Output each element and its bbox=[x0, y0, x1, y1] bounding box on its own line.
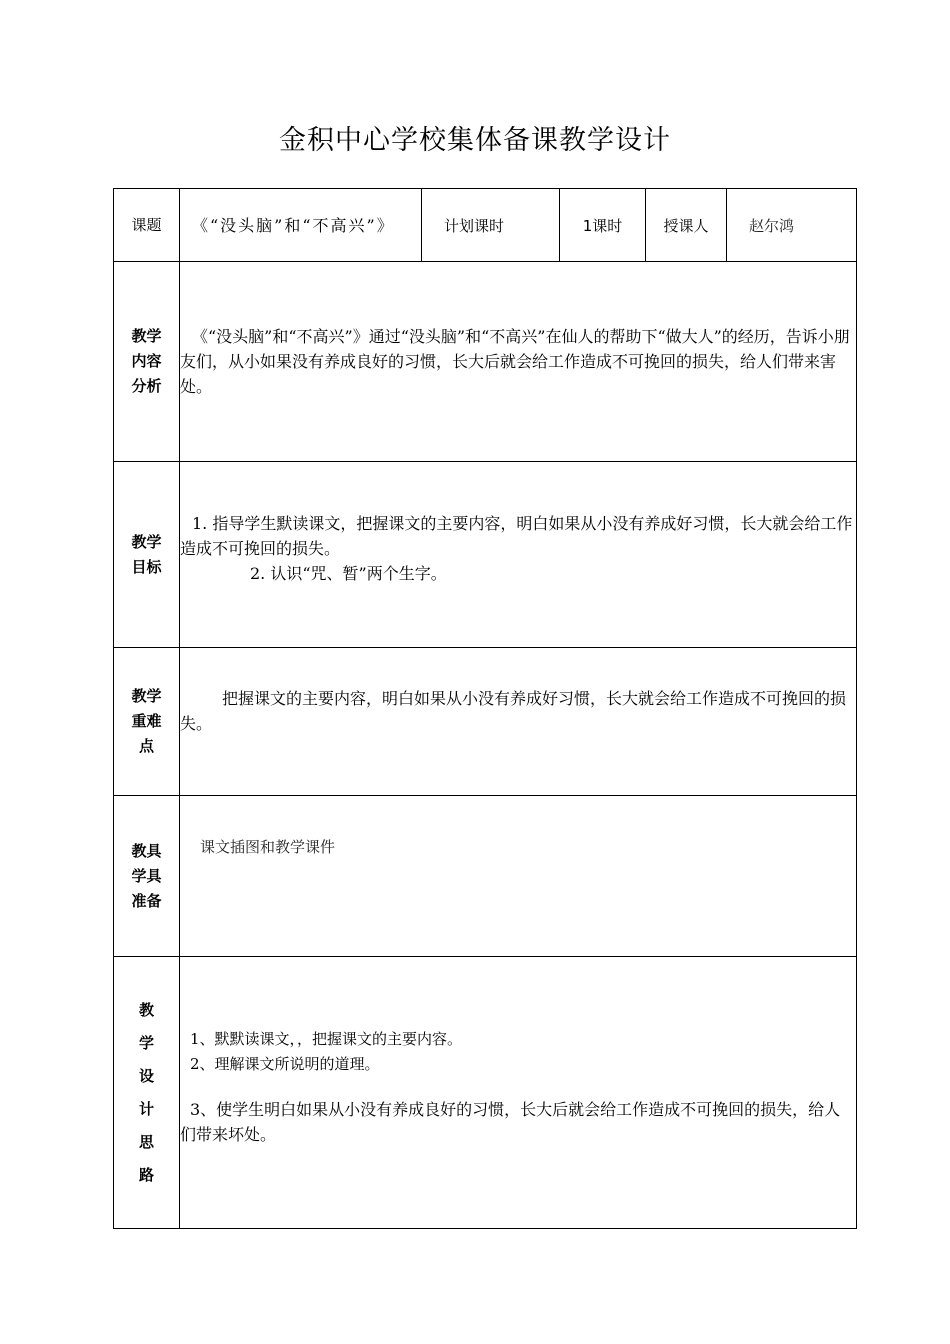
objective-item-2: 2. 认识“咒、暂”两个生字。 bbox=[250, 564, 447, 583]
key-points-row bbox=[114, 648, 857, 796]
label-line: 学具 bbox=[131, 866, 162, 885]
design-item-1: 1、默默读课文，，把握课文的主要内容。 bbox=[190, 1029, 463, 1048]
content-analysis-label bbox=[114, 262, 180, 462]
page-title: 金积中心学校集体备课教学设计 bbox=[279, 125, 671, 156]
design-text bbox=[180, 957, 857, 1229]
lesson-plan-table bbox=[113, 188, 857, 1229]
label-line: 内容 bbox=[131, 352, 162, 370]
label-line: 重难 bbox=[131, 712, 162, 730]
label-line: 教学 bbox=[131, 532, 162, 551]
label-line: 教学 bbox=[131, 687, 162, 705]
paragraph: 把握课文的主要内容，明白如果从小没有养成好习惯，长大就会给工作造成不可挽回的损失。 bbox=[180, 688, 847, 733]
label-line: 计 bbox=[138, 1099, 154, 1118]
label-line: 学 bbox=[138, 1033, 154, 1052]
materials-row bbox=[114, 796, 857, 957]
objectives-text bbox=[180, 462, 857, 648]
header-row bbox=[114, 189, 857, 262]
design-row bbox=[114, 957, 857, 1229]
content-analysis-text bbox=[180, 262, 857, 462]
objective-item-1: 1. 指导学生默读课文，把握课文的主要内容，明白如果从小没有养成好习惯，长大就会给工作造成不可挽回的损失。 bbox=[180, 514, 853, 558]
label-line: 思 bbox=[138, 1132, 154, 1151]
materials-label bbox=[114, 796, 180, 957]
label-line: 准备 bbox=[131, 891, 162, 910]
teacher-label: 授课人 bbox=[646, 189, 727, 262]
label-line: 分析 bbox=[131, 377, 162, 395]
topic-label: 课题 bbox=[114, 189, 180, 262]
teacher-value: 赵尔鸿 bbox=[727, 189, 857, 262]
key-points-text bbox=[180, 648, 857, 796]
topic-value: 《“没头脑”和“不高兴”》 bbox=[180, 189, 422, 262]
objectives-row bbox=[114, 462, 857, 648]
label-line: 设 bbox=[138, 1066, 154, 1085]
paragraph: 《“没头脑”和“不高兴”》通过“没头脑”和“不高兴”在仙人的帮助下“做大人”的经历，告诉小朋友们，从小如果没有养成良好的习惯，长大后就会给工作造成不可挽回的损失，给人们带来害处。 bbox=[180, 327, 850, 396]
label-line: 教学 bbox=[131, 327, 162, 345]
materials-text: 课文插图和教学课件 bbox=[180, 796, 857, 957]
design-item-3: 3、使学生明白如果从小没有养成良好的习惯，长大后就会给工作造成不可挽回的损失，给人们带来坏处。 bbox=[180, 1099, 841, 1144]
design-item-2: 2、理解课文所说明的道理。 bbox=[190, 1054, 380, 1073]
design-label bbox=[114, 957, 180, 1229]
label-line: 点 bbox=[138, 737, 154, 755]
label-line: 路 bbox=[138, 1165, 154, 1184]
label-line: 教 bbox=[138, 1000, 154, 1019]
label-line: 教具 bbox=[131, 841, 162, 860]
plan-hours-label: 计划课时 bbox=[422, 189, 560, 262]
plan-hours-value: 1课时 bbox=[560, 189, 646, 262]
label-line: 目标 bbox=[131, 557, 162, 576]
content-analysis-row bbox=[114, 262, 857, 462]
key-points-label bbox=[114, 648, 180, 796]
objectives-label bbox=[114, 462, 180, 648]
